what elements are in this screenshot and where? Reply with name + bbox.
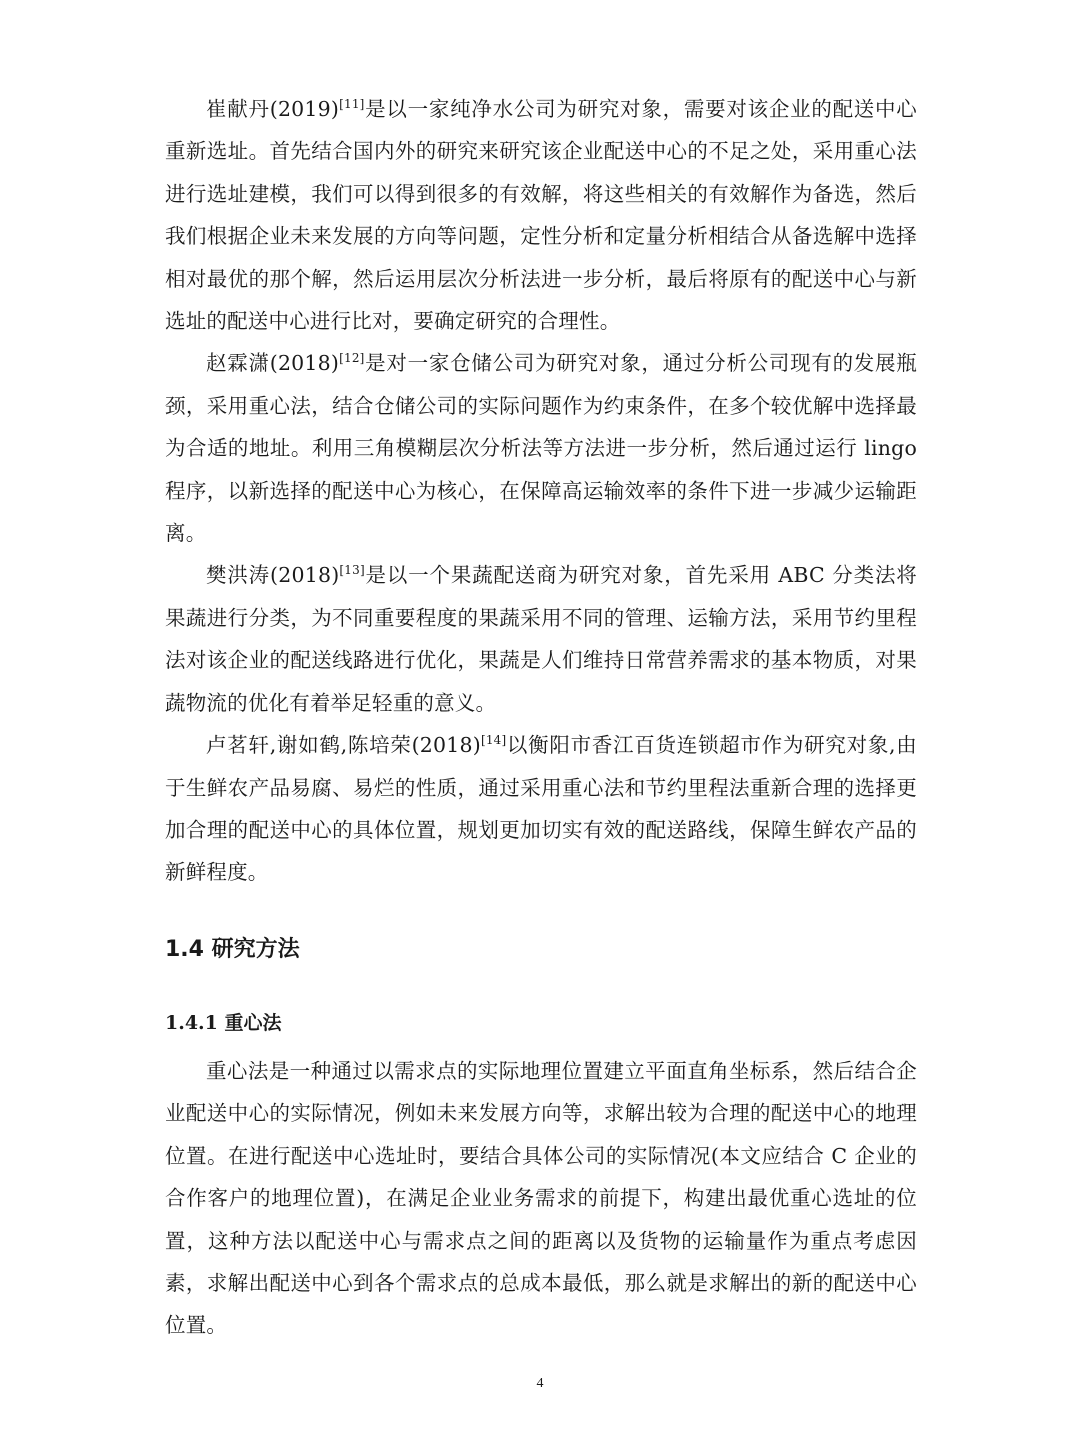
author-citation: 崔献丹(2019) [206,97,340,121]
reference-mark: [12] [339,351,365,366]
paragraph-fan [165,554,917,724]
page-number: 4 [536,1376,544,1391]
literature-review-body [165,88,917,894]
paragraph-text: 是对一家仓储公司为研究对象，通过分析公司现有的发展瓶颈，采用重心法，结合仓储公司的实际问题作为约束条件，在多个较优解中选择最为合适的地址。利用三角模糊层次分析法等方法进一步分析，然后通过运行 lingo 程序，以新选择的配送中心为核心，在保障高运输效率的条件下进一步减少运输距离。 [165,351,918,546]
reference-mark: [11] [339,97,365,111]
section-heading [165,932,300,968]
paragraph-cui [165,88,917,342]
subsection-number: 1.4.1 [165,1012,218,1034]
paragraph-text: 是以一个果蔬配送商为研究对象，首先采用 ABC 分类法将果蔬进行分类，为不同重要程度的果蔬采用不同的管理、运输方法，采用节约里程法对该企业的配送线路进行优化，果蔬是人们维持日常营养需求的基本物质，对果蔬物流的优化有着举足轻重的意义。 [165,563,917,715]
paragraph-method: 重心法是一种通过以需求点的实际地理位置建立平面直角坐标系，然后结合企业配送中心的实际情况，例如未来发展方向等，求解出较为合理的配送中心的地理位置。在进行配送中心选址时，要结合具体公司的实际情况(本文应结合 C 企业的合作客户的地理位置)，在满足企业业务需求的前提下，构建出最优重心选址的位置，这种方法以配送中心与需求点之间的距离以及货物的运输量作为重点考虑因素，求解出配送中心到各个需求点的总成本最低，那么就是求解出的新的配送中心位置。 [165,1059,917,1338]
paragraph-lu [165,724,917,894]
reference-mark: [13] [339,563,365,578]
section-title: 研究方法 [211,937,300,962]
paragraph-text: 以衡阳市香江百货连锁超市作为研究对象,由于生鲜农产品易腐、易烂的性质，通过采用重心法和节约里程法重新合理的选择更加合理的配送中心的具体位置，规划更加切实有效的配送路线，保障生鲜农产品的新鲜程度。 [165,733,917,885]
method-body [165,1050,917,1347]
reference-mark: [14] [480,733,507,748]
subsection-heading [165,1008,282,1038]
paragraph-text: 是以一家纯净水公司为研究对象，需要对该企业的配送中心重新选址。首先结合国内外的研究来研究该企业配送中心的不足之处，采用重心法进行选址建模，我们可以得到很多的有效解，将这些相关的有效解作为备选，然后我们根据企业未来发展的方向等问题，定性分析和定量分析相结合从备选解中选择相对最优的那个解，然后运用层次分析法进一步分析，最后将原有的配送中心与新选址的配送中心进行比对，要确定研究的合理性。 [165,97,918,334]
author-citation: 赵霖潇(2018) [206,351,340,376]
paragraph-zhao [165,342,917,554]
author-citation: 卢茗轩,谢如鹤,陈培荣(2018) [206,733,481,758]
section-number: 1.4 [165,937,204,962]
subsection-title: 重心法 [224,1012,282,1034]
author-citation: 樊洪涛(2018) [206,563,340,588]
